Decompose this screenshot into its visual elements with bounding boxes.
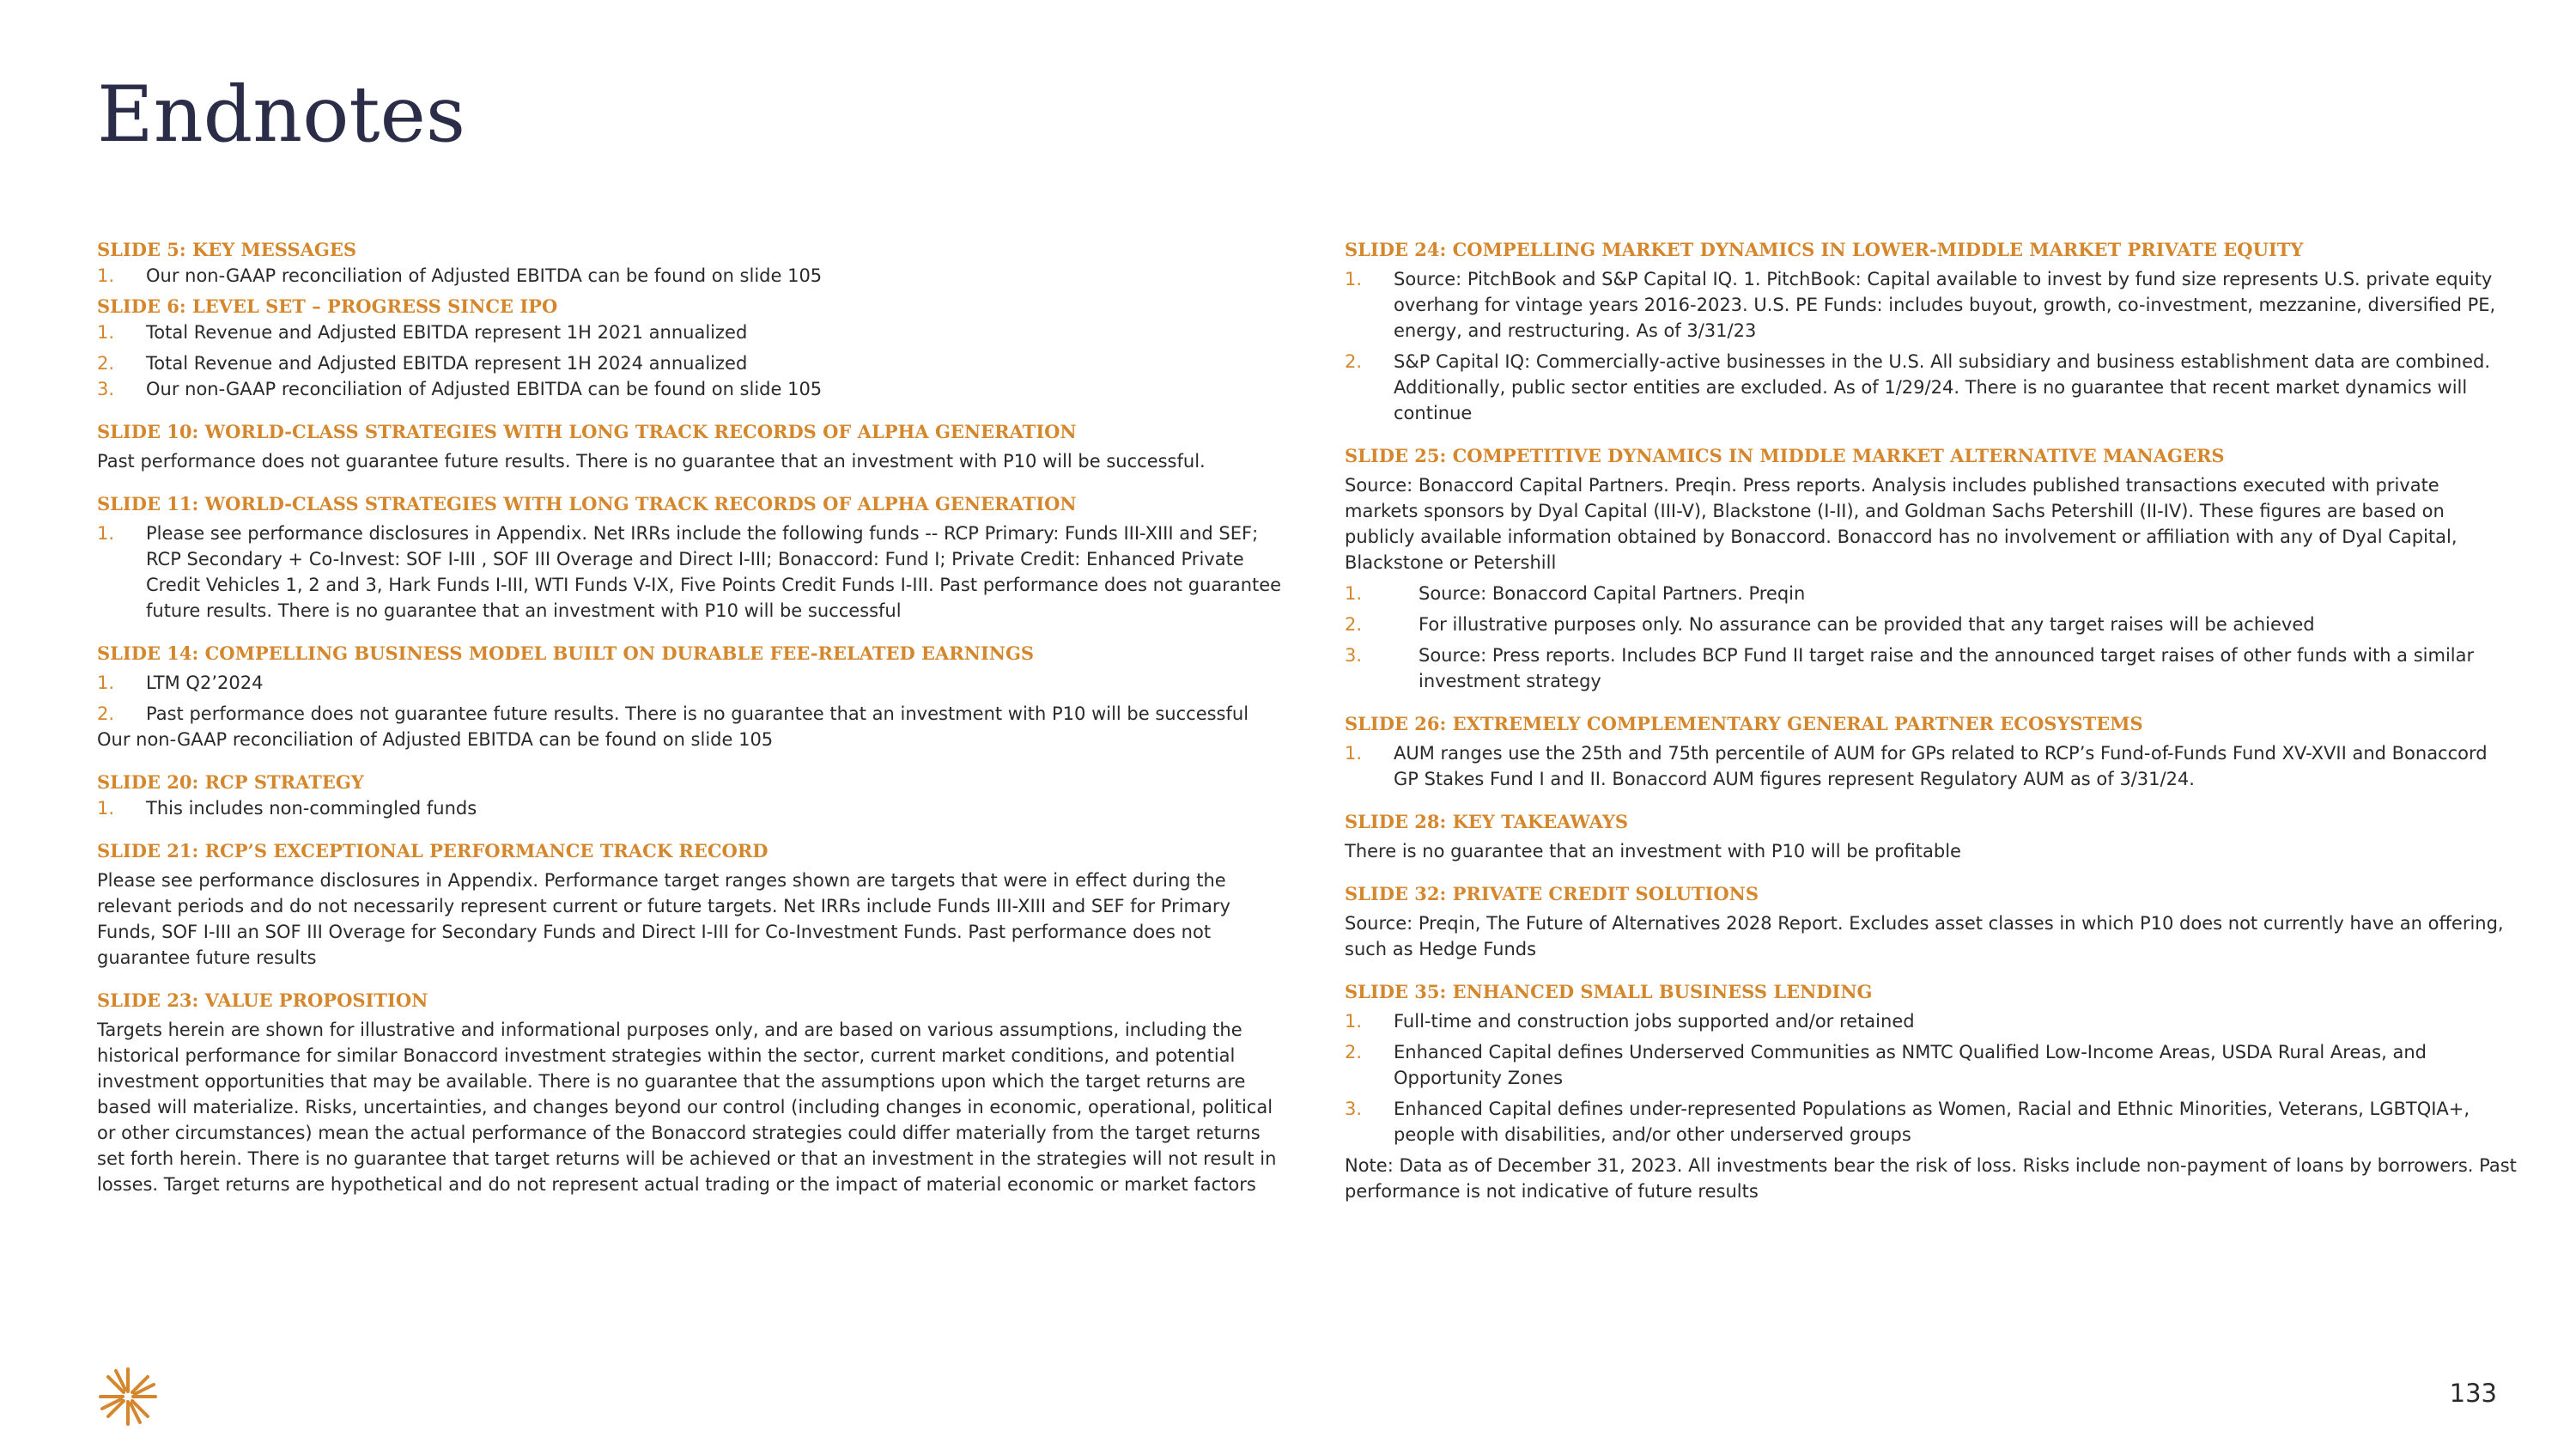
endnote-slide-21 [97,838,1282,971]
endnote-slide-26 [1345,711,2517,792]
list-item [1345,349,2517,426]
item-number: 2. [1345,1042,1363,1062]
list-item [1345,266,2517,344]
item-number: 2. [1345,614,1363,635]
item-text: Our non-GAAP reconciliation of Adjusted EBITDA can be found on slide 105 [146,265,823,286]
list-item [97,521,1282,624]
item-number: 1. [1345,1011,1363,1032]
endnote-text: Our non-GAAP reconciliation of Adjusted EBITDA can be found on slide 105 [97,729,774,750]
endnotes-left-column [97,237,1282,1197]
endnote-slide-35 [1345,979,2517,1204]
endnotes-right-column [1345,237,2517,1204]
section-heading: SLIDE 14: COMPELLING BUSINESS MODEL BUILT ON DURABLE FEE-RELATED EARNINGS [97,642,1035,664]
item-number: 1. [97,322,115,343]
item-number: 3. [1345,645,1363,666]
endnote-slide-6 [97,294,1282,402]
item-text: AUM ranges use the 25th and 75th percentile of AUM for GPs related to RCP’s Fund-of-Funds Fund XV-XVII and Bonaccord GP Stakes Fund I and II. Bonaccord AUM figures represent Regulatory AUM as of 3/31/24. [1394,743,2488,789]
item-text: Source: Bonaccord Capital Partners. Preqin [1419,583,1806,604]
list-item [97,376,1282,402]
item-number: 3. [97,379,115,399]
endnote-slide-23 [97,988,1282,1197]
endnote-slide-32 [1345,881,2517,962]
list-item [1345,1008,2517,1034]
item-text: Please see performance disclosures in Appendix. Net IRRs include the following funds -- RCP Primary: Funds III-XIII and SEF; RCP Secondary + Co-Invest: SOF I-III , SOF III Overage and Direct I-III; Bonaccord: Fund I; Private Credit: Enhanced Private Credit Vehicles 1, 2 and 3, Hark Funds I-III, WTI Funds V-IX, Five Points Credit Funds I-III. Past performance does not guarantee future results. There is no guarantee that an investment with P10 will be successful [146,523,1282,621]
endnote-slide-20 [97,770,1282,821]
section-heading: SLIDE 24: COMPELLING MARKET DYNAMICS IN LOWER-MIDDLE MARKET PRIVATE EQUITY [1345,239,2304,260]
section-heading: SLIDE 32: PRIVATE CREDIT SOLUTIONS [1345,883,1759,904]
list-item [1345,1096,2517,1148]
endnote-text: Source: Preqin, The Future of Alternatives 2028 Report. Excludes asset classes in which P10 does not currently have an offering, such as Hedge Funds [1345,913,2504,959]
item-text: Source: Press reports. Includes BCP Fund II target raise and the announced target raises of other funds with a similar investment strategy [1419,645,2475,691]
item-text: For illustrative purposes only. No assurance can be provided that any target raises will be achieved [1419,614,2315,635]
endnote-text: Past performance does not guarantee future results. There is no guarantee that an investment with P10 will be successful. [97,451,1206,472]
endnote-note: Note: Data as of December 31, 2023. All investments bear the risk of loss. Risks include non-payment of loans by borrowers. Past performance is not indicative of future results [1345,1155,2517,1202]
list-item [97,320,1282,345]
endnote-text: Source: Bonaccord Capital Partners. Preqin. Press reports. Analysis includes published transactions executed with private markets sponsors by Dyal Capital (III-V), Blackstone (I-II), and Goldman Sachs Petershill (II-IV). These figures are based on publicly available information obtained by Bonaccord. Bonaccord has no involvement or affiliation with any of Dyal Capital, Blackstone or Petershill [1345,475,2458,573]
list-item [97,795,1282,821]
list-item [97,263,1282,289]
item-text: Total Revenue and Adjusted EBITDA represent 1H 2021 annualized [146,322,748,343]
section-heading: SLIDE 28: KEY TAKEAWAYS [1345,811,1629,832]
page-title: Endnotes [97,70,466,160]
endnote-text: Targets herein are shown for illustrative and informational purposes only, and are based on various assumptions, including the historical performance for similar Bonaccord investment strategies within the sector, current market conditions, and potential investment opportunities that may be available. There is no guarantee that the assumptions upon which the target returns are based will materialize. Risks, uncertainties, and changes beyond our control (including changes in economic, operational, political or other circumstances) mean the actual performance of the Bonaccord strategies could differ materially from the target returns set forth herein. There is no guarantee that target returns will be achieved or that an investment in the strategies will not result in losses. Target returns are hypothetical and do not represent actual trading or the impact of material economic or market factors [97,1020,1277,1195]
item-number: 2. [97,703,115,724]
item-number: 3. [1345,1099,1363,1119]
list-item [1345,642,2517,694]
list-item [1345,581,2517,606]
endnote-slide-10 [97,419,1282,474]
endnote-text: There is no guarantee that an investment with P10 will be profitable [1345,841,1961,861]
item-text: Past performance does not guarantee future results. There is no guarantee that an investment with P10 will be successful [146,703,1249,724]
item-text: Enhanced Capital defines under-represented Populations as Women, Racial and Ethnic Minorities, Veterans, LGBTQIA+, people with disabilities, and/or other underserved groups [1394,1099,2470,1145]
item-number: 1. [1345,743,1363,764]
page-number: 133 [2449,1379,2497,1408]
list-item [1345,740,2517,792]
item-text: Full-time and construction jobs supported and/or retained [1394,1011,1915,1032]
item-text: S&P Capital IQ: Commercially-active businesses in the U.S. All subsidiary and business establishment data are combined. Additionally, public sector entities are excluded. As of 1/29/24. There is no guarantee that recent market dynamics will continue [1394,351,2491,423]
item-number: 1. [97,798,115,819]
section-heading: SLIDE 25: COMPETITIVE DYNAMICS IN MIDDLE MARKET ALTERNATIVE MANAGERS [1345,445,2225,466]
endnote-slide-24 [1345,237,2517,426]
item-text: Our non-GAAP reconciliation of Adjusted EBITDA can be found on slide 105 [146,379,823,399]
item-number: 2. [97,353,115,374]
section-heading: SLIDE 20: RCP STRATEGY [97,771,364,793]
section-heading: SLIDE 23: VALUE PROPOSITION [97,989,428,1011]
item-text: LTM Q2’2024 [146,673,264,693]
endnote-slide-25 [1345,443,2517,694]
endnote-text: Please see performance disclosures in Appendix. Performance target ranges shown are targets that were in effect during the relevant periods and do not necessarily represent current or future targets. Net IRRs include Funds III-XIII and SEF for Primary Funds, SOF I-III an SOF III Overage for Secondary Funds and Direct I-III for Co-Investment Funds. Past performance does not guarantee future results [97,870,1230,968]
item-number: 1. [97,673,115,693]
section-heading: SLIDE 35: ENHANCED SMALL BUSINESS LENDING [1345,981,1873,1002]
item-text: This includes non-commingled funds [146,798,477,819]
section-heading: SLIDE 11: WORLD-CLASS STRATEGIES WITH LONG TRACK RECORDS OF ALPHA GENERATION [97,493,1077,514]
starburst-logo-icon [97,1366,159,1428]
list-item [97,670,1282,696]
item-number: 1. [97,523,115,544]
item-number: 1. [1345,583,1363,604]
item-text: Source: PitchBook and S&P Capital IQ. 1. PitchBook: Capital available to invest by fund size represents U.S. private equity overhang for vintage years 2016-2023. U.S. PE Funds: includes buyout, growth, co-investment, mezzanine, diversified PE, energy, and restructuring. As of 3/31/23 [1394,269,2496,341]
section-heading: SLIDE 21: RCP’S EXCEPTIONAL PERFORMANCE TRACK RECORD [97,840,769,861]
section-heading: SLIDE 26: EXTREMELY COMPLEMENTARY GENERAL PARTNER ECOSYSTEMS [1345,713,2143,734]
item-number: 2. [1345,351,1363,372]
endnote-slide-5 [97,237,1282,289]
section-heading: SLIDE 6: LEVEL SET – PROGRESS SINCE IPO [97,295,558,317]
item-text: Enhanced Capital defines Underserved Communities as NMTC Qualified Low-Income Areas, USDA Rural Areas, and Opportunity Zones [1394,1042,2427,1088]
list-item [1345,1039,2517,1091]
item-text: Total Revenue and Adjusted EBITDA represent 1H 2024 annualized [146,353,748,374]
endnote-slide-14 [97,641,1282,752]
endnote-slide-11 [97,491,1282,624]
section-heading: SLIDE 5: KEY MESSAGES [97,239,357,260]
list-item [97,350,1282,376]
list-item [1345,612,2517,637]
item-number: 1. [1345,269,1363,289]
endnote-slide-28 [1345,809,2517,864]
item-number: 1. [97,265,115,286]
list-item [97,701,1282,727]
section-heading: SLIDE 10: WORLD-CLASS STRATEGIES WITH LONG TRACK RECORDS OF ALPHA GENERATION [97,421,1077,442]
